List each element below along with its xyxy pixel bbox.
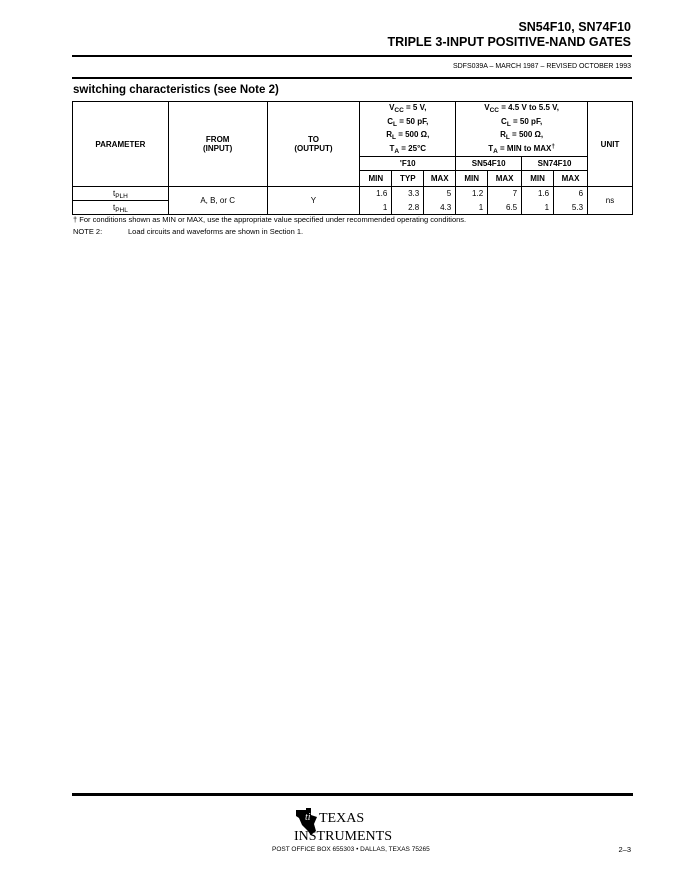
ta-symbol: T — [389, 143, 395, 153]
from-value: A, B, or C — [168, 187, 267, 215]
test-conditions-sn — [456, 102, 588, 157]
group-header-f10: 'F10 — [360, 157, 456, 171]
group-header-sn54f10: SN54F10 — [456, 157, 522, 171]
vcc-symbol: V — [484, 103, 490, 112]
value-cell: 1 — [522, 201, 554, 215]
condition-ta — [363, 143, 452, 157]
header-rule — [72, 55, 632, 57]
ta-subscript: A — [493, 147, 498, 155]
subheader-min: MIN — [522, 171, 554, 187]
header-to-line1: TO — [307, 135, 319, 144]
subheader-min: MIN — [456, 171, 488, 187]
texas-instruments-logo — [292, 806, 412, 849]
cl-value: = 50 pF, — [396, 116, 429, 126]
rl-subscript: L — [392, 134, 396, 141]
rl-value: = 500 Ω, — [395, 130, 430, 139]
condition-cl — [459, 116, 584, 130]
vcc-value: = 5 V, — [403, 103, 427, 112]
vcc-subscript: CC — [489, 107, 499, 114]
address-bullet: • — [356, 846, 359, 853]
param-cell — [73, 187, 169, 201]
to-value: Y — [267, 187, 360, 215]
value-cell: 1.2 — [456, 187, 488, 201]
value-cell: 1 — [456, 201, 488, 215]
group-header-sn74f10: SN74F10 — [522, 157, 588, 171]
test-conditions-f10 — [360, 102, 456, 157]
header-to-line2: (OUTPUT) — [294, 144, 333, 153]
rl-symbol: R — [386, 130, 392, 139]
header-to — [267, 102, 360, 187]
header-unit: UNIT — [588, 102, 633, 187]
note-2-label: NOTE 2: — [73, 227, 103, 236]
value-cell: 3.3 — [392, 187, 424, 201]
value-cell: 1.6 — [522, 187, 554, 201]
header-from-line1: FROM — [205, 135, 230, 144]
param-subscript: PHL — [115, 207, 128, 214]
note-2 — [73, 227, 303, 236]
condition-rl — [363, 129, 452, 143]
address-city: DALLAS, TEXAS 75265 — [360, 846, 430, 853]
ti-logo-graphic — [292, 806, 412, 844]
header-from-line2: (INPUT) — [203, 144, 233, 153]
value-cell: 5.3 — [554, 201, 588, 215]
rl-symbol: R — [500, 130, 506, 139]
param-symbol: t — [112, 203, 116, 212]
unit-value: ns — [588, 187, 633, 215]
footer-rule — [72, 793, 633, 796]
cl-symbol: C — [387, 116, 393, 126]
vcc-value: = 4.5 V to 5.5 V, — [498, 103, 559, 112]
subheader-max: MAX — [554, 171, 588, 187]
condition-cl — [363, 116, 452, 130]
param-symbol: t — [112, 189, 116, 198]
condition-vcc — [459, 102, 584, 116]
section-rule — [72, 77, 632, 79]
ta-value: = 25°C — [399, 143, 427, 153]
subheader-typ: TYP — [392, 171, 424, 187]
value-cell: 1 — [360, 201, 392, 215]
value-cell: 6 — [554, 187, 588, 201]
cl-subscript: L — [392, 120, 397, 128]
value-cell: 5 — [424, 187, 456, 201]
condition-vcc — [363, 102, 452, 116]
ta-symbol: T — [488, 143, 494, 153]
page-number: 2–3 — [618, 845, 631, 854]
condition-ta — [459, 143, 584, 157]
footer-address — [272, 846, 430, 853]
value-cell: 4.3 — [424, 201, 456, 215]
condition-rl — [459, 129, 584, 143]
subheader-max: MAX — [424, 171, 456, 187]
param-subscript: PLH — [115, 193, 128, 200]
dagger-mark: † — [551, 142, 555, 150]
param-cell — [73, 201, 169, 215]
address-po-box: POST OFFICE BOX 655303 — [272, 846, 355, 853]
note-2-text: Load circuits and waveforms are shown in Section 1. — [128, 227, 304, 236]
rl-value: = 500 Ω, — [509, 130, 544, 139]
value-cell: 6.5 — [488, 201, 522, 215]
value-cell: 2.8 — [392, 201, 424, 215]
page-title-line1: SN54F10, SN74F10 — [518, 20, 631, 34]
rl-subscript: L — [505, 134, 510, 141]
page-title-line2: TRIPLE 3-INPUT POSITIVE-NAND GATES — [387, 35, 631, 49]
ta-subscript: A — [394, 147, 400, 155]
vcc-subscript: CC — [394, 107, 404, 114]
ta-value: = MIN to MAX — [497, 143, 552, 153]
footnote: † For conditions shown as MIN or MAX, use the appropriate value specified under recommended operating conditions. — [73, 215, 467, 224]
cl-subscript: L — [506, 120, 511, 128]
header-parameter: PARAMETER — [73, 102, 169, 187]
logo-text-instruments: INSTRUMENTS — [294, 829, 393, 844]
value-cell: 1.6 — [360, 187, 392, 201]
header-from — [168, 102, 267, 187]
vcc-symbol: V — [389, 103, 395, 112]
subheader-min: MIN — [360, 171, 392, 187]
switching-characteristics-table — [72, 101, 633, 215]
svg-text:ti: ti — [305, 812, 311, 823]
value-cell: 7 — [488, 187, 522, 201]
section-heading: switching characteristics (see Note 2) — [73, 84, 279, 96]
cl-symbol: C — [501, 116, 507, 126]
subheader-max: MAX — [488, 171, 522, 187]
table-row — [73, 187, 633, 201]
logo-text-texas: TEXAS — [319, 811, 365, 826]
document-id: SDFS039A – MARCH 1987 – REVISED OCTOBER 1993 — [452, 63, 631, 70]
cl-value: = 50 pF, — [510, 116, 543, 126]
